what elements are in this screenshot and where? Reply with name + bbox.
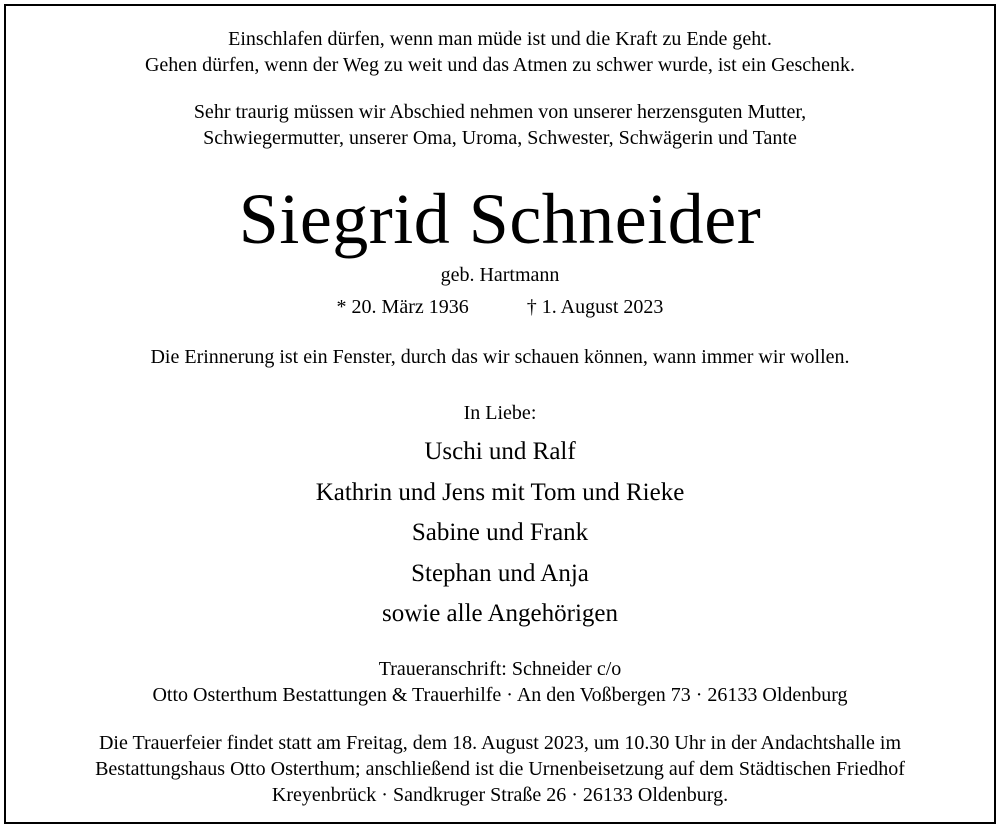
obituary-content: [6, 6, 994, 822]
motto-line: Gehen dürfen, wenn der Weg zu weit und das Atmen zu schwer wurde, ist ein Geschenk.: [144, 54, 856, 76]
service-line: Die Trauerfeier findet statt am Freitag, dem 18. August 2023, um 10.30 Uhr in der Andachtshalle im: [98, 732, 902, 754]
birth-date: * 20. März 1936: [336, 296, 469, 318]
in-love-label: In Liebe:: [463, 402, 537, 424]
mourner-entry: Stephan und Anja: [411, 559, 589, 587]
service-line: Kreyenbrück · Sandkruger Straße 26 · 26133 Oldenburg.: [271, 784, 729, 806]
mourning-address: [6, 656, 994, 708]
funeral-service-info: [6, 730, 994, 808]
death-date: † 1. August 2023: [526, 296, 664, 318]
mourner-entry: sowie alle Angehörigen: [381, 600, 619, 627]
service-line: Bestattungshaus Otto Osterthum; anschließend ist die Urnenbeisetzung auf dem Städtischen Friedhof: [95, 758, 905, 780]
obituary-notice: [4, 4, 996, 824]
address-line: Otto Osterthum Bestattungen & Trauerhilfe · An den Voßbergen 73 · 26133 Oldenburg: [152, 684, 848, 706]
mourner-entry: Kathrin und Jens mit Tom und Rieke: [315, 478, 685, 506]
memorial-quote: Die Erinnerung ist ein Fenster, durch das wir schauen können, wann immer wir wollen.: [150, 346, 850, 368]
life-dates: [6, 294, 994, 320]
mourner-entry: Uschi und Ralf: [424, 438, 576, 465]
intro-line: Sehr traurig müssen wir Abschied nehmen von unserer herzensguten Mutter,: [193, 101, 807, 123]
motto-verse: [6, 26, 994, 78]
mourners-list: [6, 432, 994, 635]
farewell-intro: [6, 99, 994, 151]
maiden-name: geb. Hartmann: [440, 264, 560, 286]
address-line: Traueranschrift: Schneider c/o: [378, 658, 622, 680]
motto-line: Einschlafen dürfen, wenn man müde ist und die Kraft zu Ende geht.: [228, 28, 772, 50]
intro-line: Schwiegermutter, unserer Oma, Uroma, Schwester, Schwägerin und Tante: [203, 127, 797, 149]
deceased-name: Siegrid Schneider: [238, 179, 762, 259]
mourner-entry: Sabine und Frank: [411, 519, 589, 546]
